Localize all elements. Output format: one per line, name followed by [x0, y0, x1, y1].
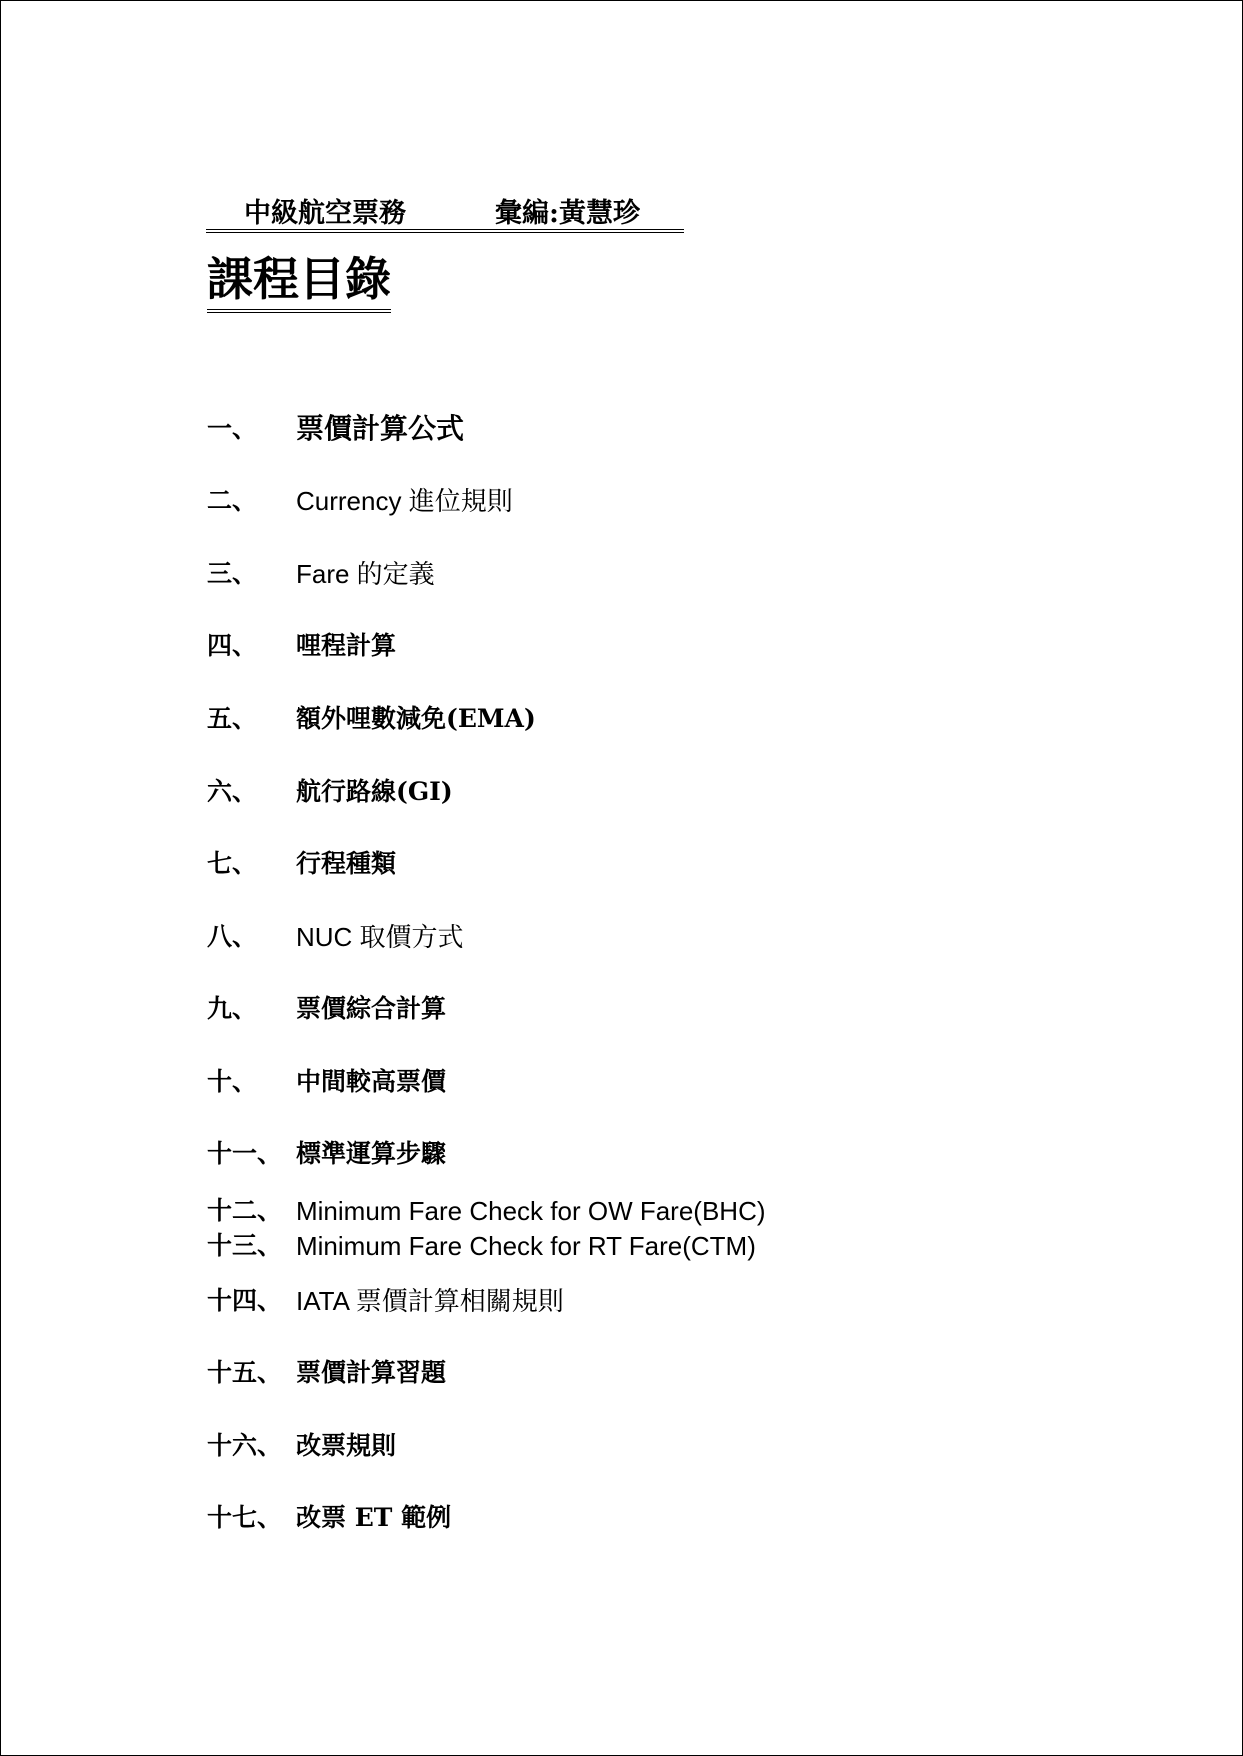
toc-item-number: 五、: [207, 704, 258, 733]
course-name: 中級航空票務: [244, 198, 406, 229]
toc-item-number: 六、: [207, 777, 258, 806]
toc-item-text: IATA 票價計算相關規則: [296, 1286, 564, 1316]
toc-item-number: 十五、: [207, 1358, 283, 1387]
toc-item-number: 二、: [207, 486, 258, 515]
document-header: [206, 191, 684, 233]
toc-item-text: Currency 進位規則: [296, 486, 513, 516]
toc-item-number: 十六、: [207, 1431, 283, 1460]
toc-item-text: NUC 取價方式: [296, 922, 464, 952]
toc-item-text: 改票規則: [296, 1431, 397, 1460]
toc-item-text: 哩程計算: [296, 631, 397, 660]
toc-item-number: 十二、: [207, 1196, 283, 1225]
toc-item-text: 改票 ET 範例: [296, 1503, 452, 1532]
toc-item-text: 票價綜合計算: [296, 994, 447, 1023]
toc-item-number: 十四、: [207, 1286, 283, 1315]
toc-item-number: 四、: [207, 631, 258, 660]
toc-item-text: Minimum Fare Check for OW Fare(BHC): [296, 1196, 766, 1226]
toc-item-number: 十七、: [207, 1503, 283, 1532]
toc-item-number: 一、: [207, 414, 258, 443]
toc-item-number: 八、: [207, 922, 258, 951]
toc-item-number: 三、: [207, 559, 258, 588]
toc-item-number: 十、: [207, 1067, 258, 1096]
toc-item-number: 七、: [207, 849, 258, 878]
page-title: 課程目錄: [207, 251, 391, 313]
toc-item-text: 票價計算習題: [296, 1358, 447, 1387]
toc-item-text: 中間較高票價: [296, 1067, 447, 1096]
toc-item-number: 十一、: [207, 1139, 283, 1168]
toc-item-number: 九、: [207, 994, 258, 1023]
toc-item-text: 票價計算公式: [296, 412, 465, 445]
editor-credit: 彙編:黃慧珍: [495, 198, 640, 229]
toc-item-text: 航行路線(GI): [296, 777, 453, 806]
toc-item-text: 額外哩數減免(EMA): [296, 704, 536, 733]
toc-item-text: 行程種類: [296, 849, 397, 878]
toc-item-text: Fare 的定義: [296, 559, 435, 589]
toc-item-text: 標準運算步驟: [296, 1139, 447, 1168]
toc-item-text: Minimum Fare Check for RT Fare(CTM): [296, 1231, 756, 1261]
toc-item-number: 十三、: [207, 1231, 283, 1260]
